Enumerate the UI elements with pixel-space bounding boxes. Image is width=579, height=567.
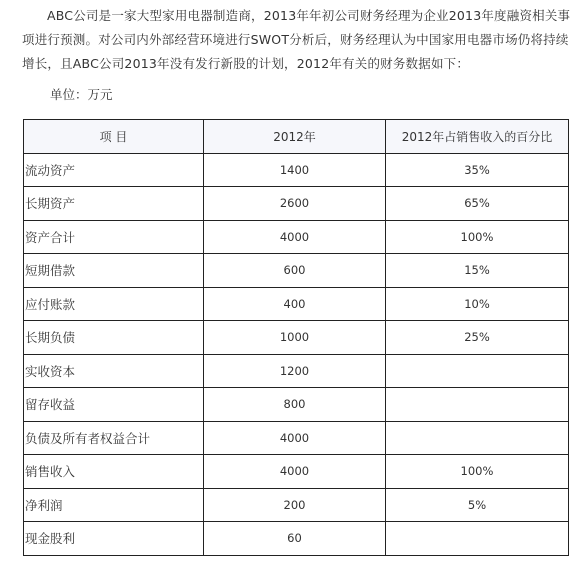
row-pct-of-sales: 100% <box>386 455 569 489</box>
row-item-name: 资产合计 <box>24 220 204 254</box>
row-pct-of-sales: 15% <box>386 254 569 288</box>
table-row <box>24 388 569 422</box>
row-item-name: 净利润 <box>24 488 204 522</box>
row-value-2012: 600 <box>204 254 386 288</box>
row-pct-of-sales: 10% <box>386 287 569 321</box>
row-value-2012: 200 <box>204 488 386 522</box>
row-item-name: 销售收入 <box>24 455 204 489</box>
table-row <box>24 153 569 187</box>
table-header-row <box>24 120 569 154</box>
row-pct-of-sales <box>386 522 569 556</box>
row-pct-of-sales <box>386 354 569 388</box>
row-pct-of-sales: 100% <box>386 220 569 254</box>
row-item-name: 长期资产 <box>24 187 204 221</box>
header-pct-of-sales: 2012年占销售收入的百分比 <box>386 120 569 154</box>
row-value-2012: 800 <box>204 388 386 422</box>
row-value-2012: 1000 <box>204 321 386 355</box>
table-row <box>24 522 569 556</box>
row-pct-of-sales: 65% <box>386 187 569 221</box>
row-value-2012: 1400 <box>204 153 386 187</box>
row-item-name: 实收资本 <box>24 354 204 388</box>
table-row <box>24 421 569 455</box>
table-row <box>24 455 569 489</box>
row-item-name: 现金股利 <box>24 522 204 556</box>
row-value-2012: 2600 <box>204 187 386 221</box>
table-row <box>24 354 569 388</box>
unit-label: 单位：万元 <box>50 87 113 102</box>
table-row <box>24 187 569 221</box>
row-item-name: 应付账款 <box>24 287 204 321</box>
header-2012: 2012年 <box>204 120 386 154</box>
row-value-2012: 1200 <box>204 354 386 388</box>
row-item-name: 长期负债 <box>24 321 204 355</box>
header-item: 项 目 <box>24 120 204 154</box>
row-value-2012: 60 <box>204 522 386 556</box>
table-row <box>24 254 569 288</box>
row-item-name: 负债及所有者权益合计 <box>24 421 204 455</box>
table-row <box>24 321 569 355</box>
financial-data-table <box>23 119 569 556</box>
row-pct-of-sales <box>386 421 569 455</box>
row-item-name: 留存收益 <box>24 388 204 422</box>
row-value-2012: 400 <box>204 287 386 321</box>
row-pct-of-sales: 5% <box>386 488 569 522</box>
row-item-name: 短期借款 <box>24 254 204 288</box>
row-pct-of-sales <box>386 388 569 422</box>
row-value-2012: 4000 <box>204 455 386 489</box>
table-row <box>24 220 569 254</box>
intro-paragraph: ABC公司是一家大型家用电器制造商，2013年年初公司财务经理为企业2013年度融资相关事项进行预测。对公司内外部经营环境进行SWOT分析后，财务经理认为中国家用电器市场仍将持续增长，且ABC公司2013年没有发行新股的计划，2012年有关的财务数据如下： <box>22 8 571 71</box>
row-pct-of-sales: 25% <box>386 321 569 355</box>
table-row <box>24 287 569 321</box>
row-value-2012: 4000 <box>204 421 386 455</box>
row-value-2012: 4000 <box>204 220 386 254</box>
table-row <box>24 488 569 522</box>
row-item-name: 流动资产 <box>24 153 204 187</box>
row-pct-of-sales: 35% <box>386 153 569 187</box>
